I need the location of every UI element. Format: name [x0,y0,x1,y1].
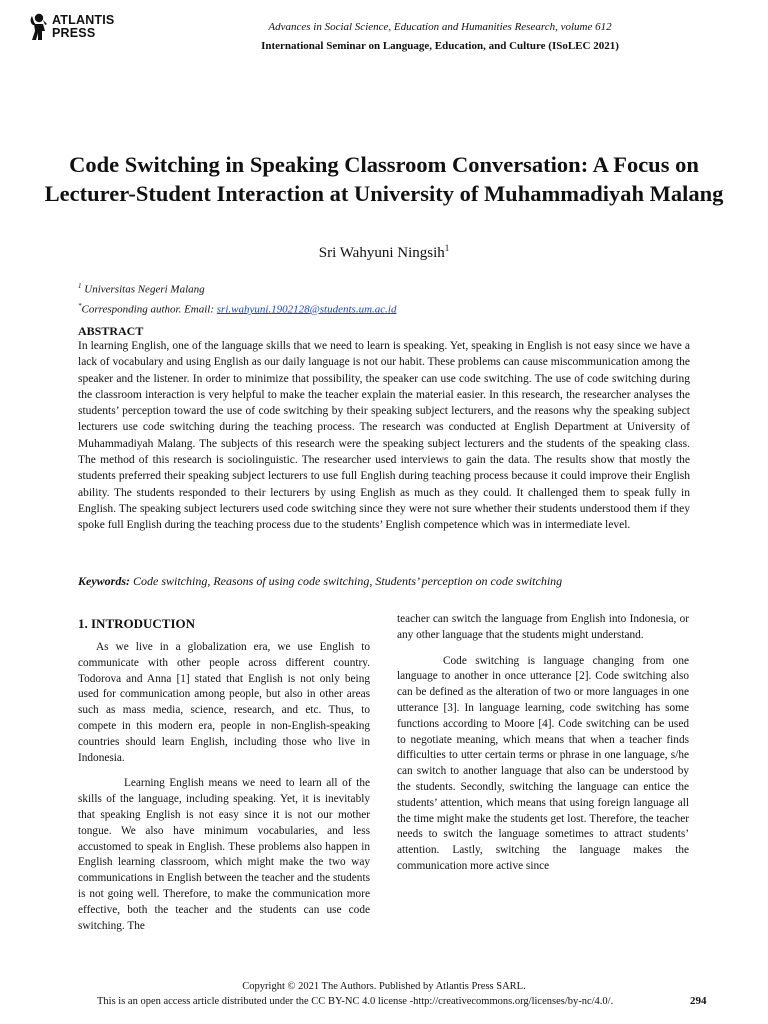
paper-title: Code Switching in Speaking Classroom Conversation: A Focus on Lecturer-Student Interaction at University of Muhammadiyah Malang [44,152,724,206]
affiliation-line [78,278,396,298]
abstract-text: In learning English, one of the language skills that we need to learn is speaking. Yet, speaking in English is not easy since we have a lack of vocabulary and using English as our daily language is not our habit. These problems can cause miscommunication among the speaker and the listener. In order to minimize that possibility, the speaker can use code switching. The use of code switching during the classroom interaction is very helpful to make the teacher explain the material easier. In this research, the researcher analyses the students’ perception toward the use of code switching by their speaking subject lecturers, and the reasons why the speaking subject lecturers use code switching during the teaching process. The research was conducted at English Department at University of Muhammadiyah Malang. The subjects of this research were the speaking subject lecturers and the students of the speaking class. The method of this research is sociolinguistic. The researcher used interviews to gain the data. The results show that mostly the students preferred their speaking subject lecturers to use full English during teaching process because it could improve their English ability. The students responded to their lecturers by using English as much as they could. It challenged them to speak fully in English. The speaking subject lecturers used code switching since they were not sure whether their students understood them if they spoke full English during the teaching process due to the students’ English competence which was in intermediate level. [78,340,691,532]
license-line: This is an open access article distributed under the CC BY-NC 4.0 license -http://creativecommons.org/licenses/by-nc/4.0/. [97,996,614,1007]
corresponding-text: Corresponding author. Email: [81,303,217,316]
logo-line-1: ATLANTIS [52,13,115,27]
intro-paragraph-3: teacher can switch the language from English into Indonesia, or any other language that the students might understand. [397,613,689,641]
atlantis-press-logo [28,13,114,41]
intro-paragraph-2: Learning English means we need to learn all of the skills of the language, including speaking. Yet, it is inevitably that speaking English is not easy since it is not our mother tongue. We also have minimum vocabularies, and less accustomed to speak in English. These problems also happen in English learning classroom, which might make the two way communications in English between the teacher and the students is not going well. Therefore, to make the communication more effective, both the teacher and the students can use code switching. The [78,777,370,932]
conference-header: International Seminar on Language, Education, and Culture (ISoLEC 2021) [261,40,619,52]
keywords-label: Keywords: [78,574,130,588]
affiliation-mark: 1 [78,282,82,290]
atlas-figure-icon [28,13,48,41]
section-heading: 1. INTRODUCTION [78,616,196,631]
email-link[interactable]: sri.wahyuni.1902128@students.um.ac.id [216,303,397,316]
affiliation-text: Universitas Negeri Malang [84,283,205,296]
keywords-line [78,574,698,589]
journal-header: Advances in Social Science, Education and Humanities Research, volume 612 [268,21,612,33]
author-mark: 1 [444,243,450,253]
corresponding-line [78,298,396,318]
intro-paragraph-1: As we live in a globalization era, we use English to communicate with other people across different country. Todorova and Anna [1] stated that English is not only being used for communication among people, but also in other areas such as mass media, science, research, and etc. Thus, to compete in this modern era, people in non-English-speaking countries should learn English, including those who live in Indonesia. [78,641,370,764]
affiliations [78,278,396,317]
abstract-heading: ABSTRACT [78,324,144,338]
corresponding-mark: * [78,301,82,310]
copyright-line: Copyright © 2021 The Authors. Published by Atlantis Press SARL. [242,981,526,992]
logo-line-2: PRESS [52,26,96,40]
page-number: 294 [690,995,707,1007]
left-column [78,616,370,944]
keywords-text: Code switching, Reasons of using code switching, Students’ perception on code switching [130,574,563,588]
intro-paragraph-4: Code switching is language changing from one language to another in once utterance [2]. Code switching also can be defined as the alteration of two or more languages in one utterance [3]. In language learning, code switching has some functions according to Moore [4]. Code switching can be used to negotiate meaning, which means that when a teacher finds difficulties to utter certain terms or phrase in one language, s/he can switch to another language that also can be understood by the students. Secondly, switching the language can entice the students’ attention, which means that using foreign language all the time might make the students get lost. Therefore, the teacher needs to switch the language sometimes to attract students’ attention. Lastly, switching the language makes the communication more active since [397,654,689,872]
author-line [0,243,768,262]
author-name: Sri Wahyuni Ningsih [318,245,445,261]
right-column [397,612,689,885]
